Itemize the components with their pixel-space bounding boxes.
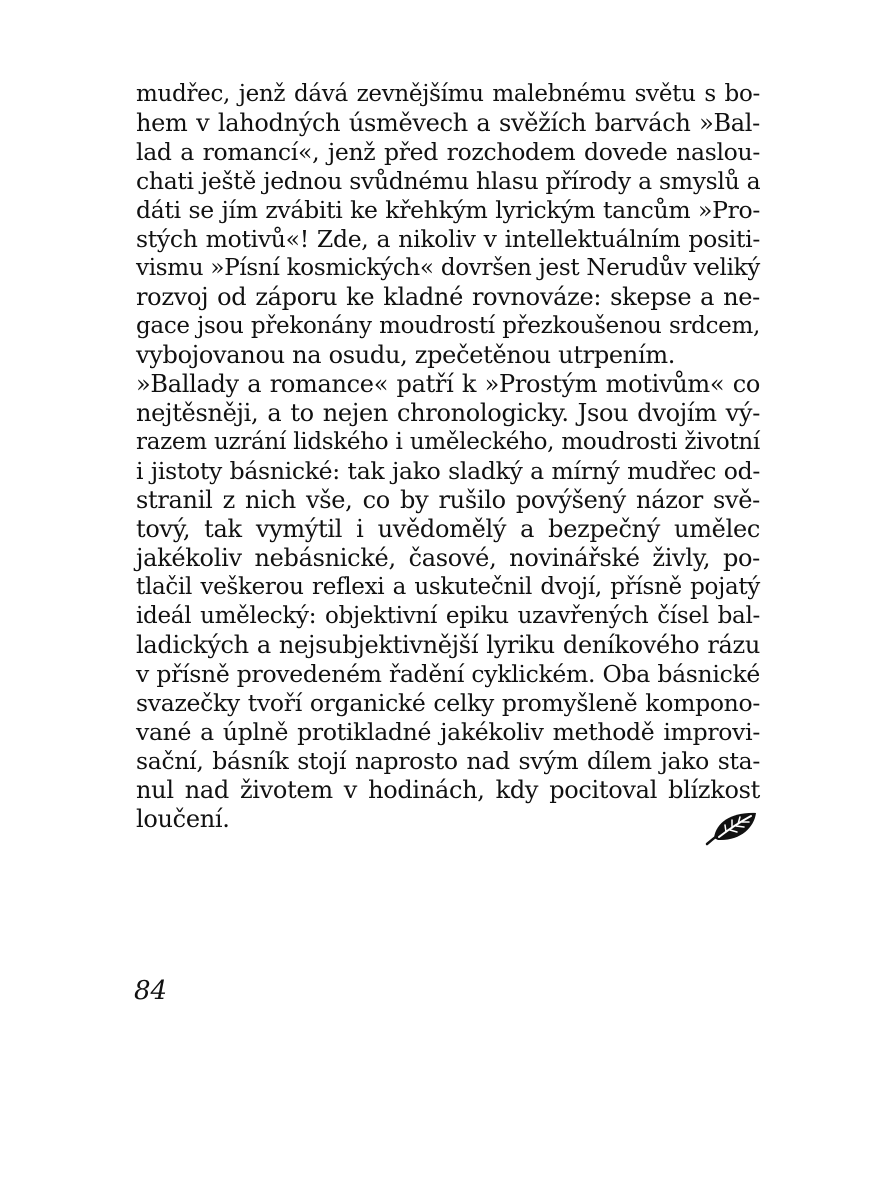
text-line: ideál umělecký: objektivní epiku uzavřených čísel bal- [136,603,760,629]
text-line: tový, tak vymýtil i uvědomělý a bezpečný umělec [136,515,760,543]
text-line: jakékoliv nebásnické, časové, novinářské živly, po- [136,544,760,572]
text-line: »Ballady a romance« patří k »Prostým motivům« co [136,370,760,398]
text-line: lad a romancí«, jenž před rozchodem dovede naslou- [136,138,760,166]
page-number: 84 [134,976,168,1006]
text-line: stranil z nich vše, co by rušilo povýšený názor svě- [136,486,760,514]
paragraph-end-line: loučení. [136,805,230,833]
text-line: rozvoj od záporu ke kladné rovnováze: skepse a ne- [136,283,760,311]
text-line: dáti se jím zvábiti ke křehkým lyrickým tancům »Pro- [136,196,760,224]
text-line: svazečky tvoří organické celky promyšleně kompono- [136,689,760,717]
text-line: razem uzrání lidského i uměleckého, moudrosti životní [136,429,760,455]
text-line: sační, básník stojí naprosto nad svým dílem jako sta- [136,747,760,775]
text-line: vismu »Písní kosmických« dovršen jest Nerudův veliký [136,255,760,281]
leaf-ornament-icon [704,808,760,848]
text-line: stých motivů«! Zde, a nikoliv v intellektuálním positi- [136,225,760,253]
text-line: i jistoty básnické: tak jako sladký a mírný mudřec od- [136,457,760,485]
text-line: vané a úplně protikladné jakékoliv methodě improvi- [136,718,760,746]
text-line: nul nad životem v hodinách, kdy pocitoval blízkost [136,776,760,804]
text-line: nejtěsněji, a to nejen chronologicky. Jsou dvojím vý- [136,399,760,427]
paragraph-end-line: vybojovanou na osudu, zpečetěnou utrpením. [136,341,676,369]
text-line: ladických a nejsubjektivnější lyriku deníkového rázu [136,631,760,659]
body-text [136,80,760,834]
text-line: v přísně provedeném řadění cyklickém. Oba básnické [136,660,760,688]
text-line: hem v lahodných úsměvech a svěžích barvách »Bal- [136,109,760,137]
text-line: tlačil veškerou reflexi a uskutečnil dvojí, přísně pojatý [136,574,760,600]
text-line: mudřec, jenž dává zevnějšímu malebnému světu s bo- [136,81,760,107]
text-line: chati ještě jednou svůdnému hlasu přírody a smyslů a [136,167,761,195]
text-line: gace jsou překonány moudrostí přezkoušenou srdcem, [136,313,760,339]
